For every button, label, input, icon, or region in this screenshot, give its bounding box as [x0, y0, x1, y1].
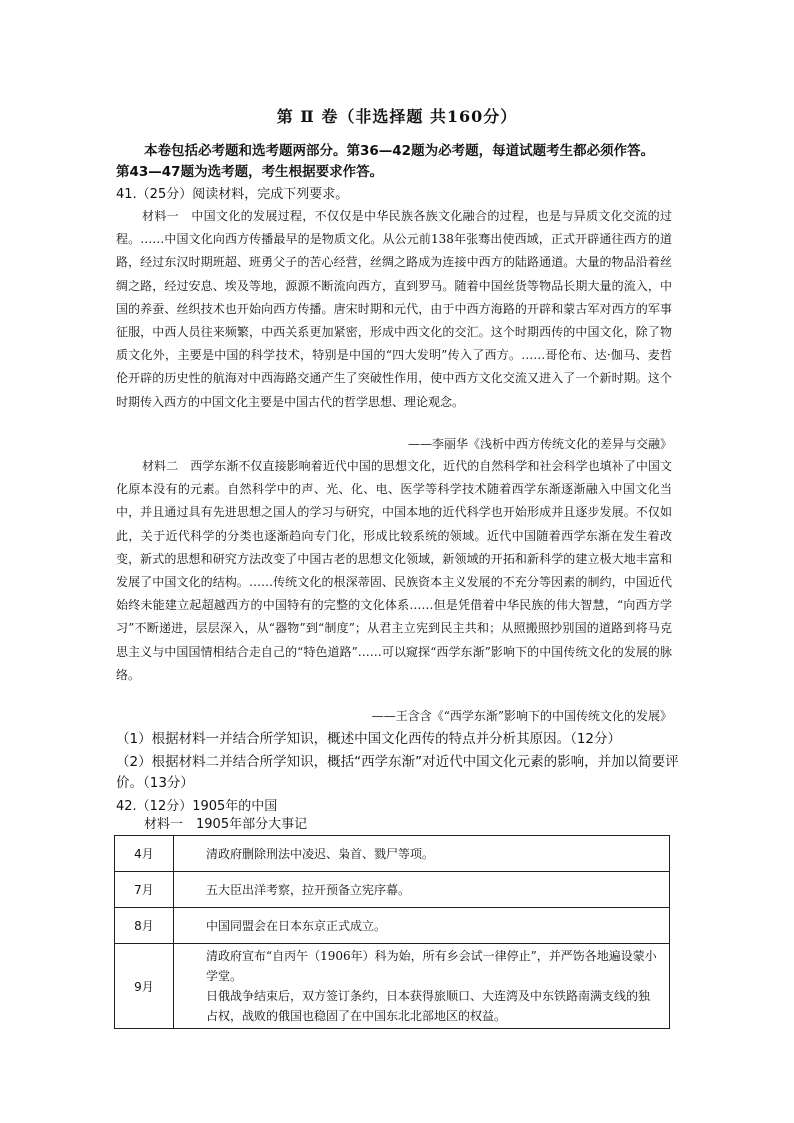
- question-41-header: 41.（25分）阅读材料，完成下列要求。: [116, 187, 349, 202]
- month-cell: 7月: [115, 872, 174, 908]
- section-instructions: [116, 141, 676, 183]
- event-cell: 清政府删除刑法中凌迟、枭首、戮尸等项。: [174, 836, 670, 872]
- month-cell: 4月: [115, 836, 174, 872]
- material-2-source: ——王含含《“西学东渐”影响下的中国传统文化的发展》: [371, 709, 672, 723]
- month-cell: 9月: [115, 944, 174, 1029]
- table-row: [115, 908, 670, 944]
- material-2: [116, 455, 672, 687]
- instructions-line-1: 本卷包括必考题和选考题两部分。第36—42题为必考题，每道试题考生都必须作答。: [144, 143, 655, 159]
- material-2-label: 材料二: [142, 459, 179, 473]
- material-2-text: 西学东渐不仅直接影响着近代中国的思想文化，近代的自然科学和社会科学也填补了中国文化原本没有的元素。自然科学中的声、光、化、电、医学等科学技术随着西学东渐逐渐融入中国文化当中，并且通过具有先进思想之国人的学习与研究，中国本地的近代科学也开始形成并且逐步发展。不仅如此，关于近代科学的分类也逐渐趋向专门化，形成比较系统的领域。近代中国随着西学东渐在发生着改变，新式的思想和研究方法改变了中国古老的思想文化领域，新领域的开拓和新科学的建立极大地丰富和发展了中国文化的结构。……传统文化的根深蒂固、民族资本主义发展的不充分等因素的制约，中国近代始终未能建立起超越西方的中国特有的完整的文化体系……但是凭借着中华民族的伟大智慧，“向西方学习”不断递进，层层深入，从“器物”到“制度”；从君主立宪到民主共和；从照搬照抄别国的道路到将马克思主义与中国国情相结合走自己的“特色道路”……可以窥探“西学东渐”影响下的中国传统文化的发展的脉络。: [116, 459, 672, 682]
- month-cell: 8月: [115, 908, 174, 944]
- table-row: [115, 836, 670, 872]
- section-title: 第 Ⅱ 卷（非选择题 共160分）: [276, 107, 518, 126]
- event-line-2: 日俄战争结束后，双方签订条约，日本获得旅顺口、大连湾及中东铁路南满支线的独占权，战败的俄国也稳固了在中国东北北部地区的权益。: [206, 989, 651, 1023]
- event-line-1: 清政府宣布“自丙午（1906年）科为始，所有乡会试一律停止”，并严饬各地遍设蒙小学堂。: [206, 949, 657, 983]
- event-cell: 中国同盟会在日本东京正式成立。: [174, 908, 670, 944]
- table-row: [115, 944, 670, 1029]
- question-42-header: 42.（12分）1905年的中国: [116, 799, 278, 814]
- event-cell: [174, 944, 670, 1029]
- question-41-part-1: （1）根据材料一并结合所学知识，概述中国文化西传的特点并分析其原因。（12分）: [116, 731, 622, 747]
- material-1-text: 中国文化的发展过程，不仅仅是中华民族各族文化融合的过程，也是与异质文化交流的过程。……中国文化向西方传播最早的是物质文化。从公元前138年张骞出使西域，正式开辟通往西方的道路，经过东汉时期班超、班勇父子的苦心经营，丝绸之路成为连接中西方的陆路通道。大量的物品沿着丝绸之路，经过安息、埃及等地，源源不断流向西方，直到罗马。随着中国丝货等物品长期大量的流入，中国的养蚕、丝织技术也开始向西方传播。唐宋时期和元代，由于中西方海路的开辟和蒙古军对西方的军事征服，中西人员往来频繁，中西关系更加紧密，形成中西文化的交汇。这个时期西传的中国文化，除了物质文化外，主要是中国的科学技术，特别是中国的“四大发明”传入了西方。……哥伦布、达·伽马、麦哲伦开辟的历史性的航海对中西海路交通产生了突破性作用，使中西方文化交流又进入了一个新时期。这个时期传入西方的中国文化主要是中国古代的哲学思想、理论观念。: [116, 209, 672, 409]
- material-1: [116, 205, 672, 414]
- material-1-source: ——李丽华《浅析中西方传统文化的差异与交融》: [407, 437, 672, 451]
- events-table: [114, 835, 670, 1029]
- event-cell: 五大臣出洋考察，拉开预备立宪序幕。: [174, 872, 670, 908]
- table-caption: 材料一 1905年部分大事记: [144, 817, 308, 832]
- material-1-label: 材料一: [142, 209, 179, 223]
- table-row: [115, 872, 670, 908]
- question-41-part-2: （2）根据材料二并结合所学知识，概括“西学东渐”对近代中国文化元素的影响，并加以简要评价。（13分）: [116, 754, 679, 791]
- instructions-line-2: 第43—47题为选考题，考生根据要求作答。: [116, 164, 384, 180]
